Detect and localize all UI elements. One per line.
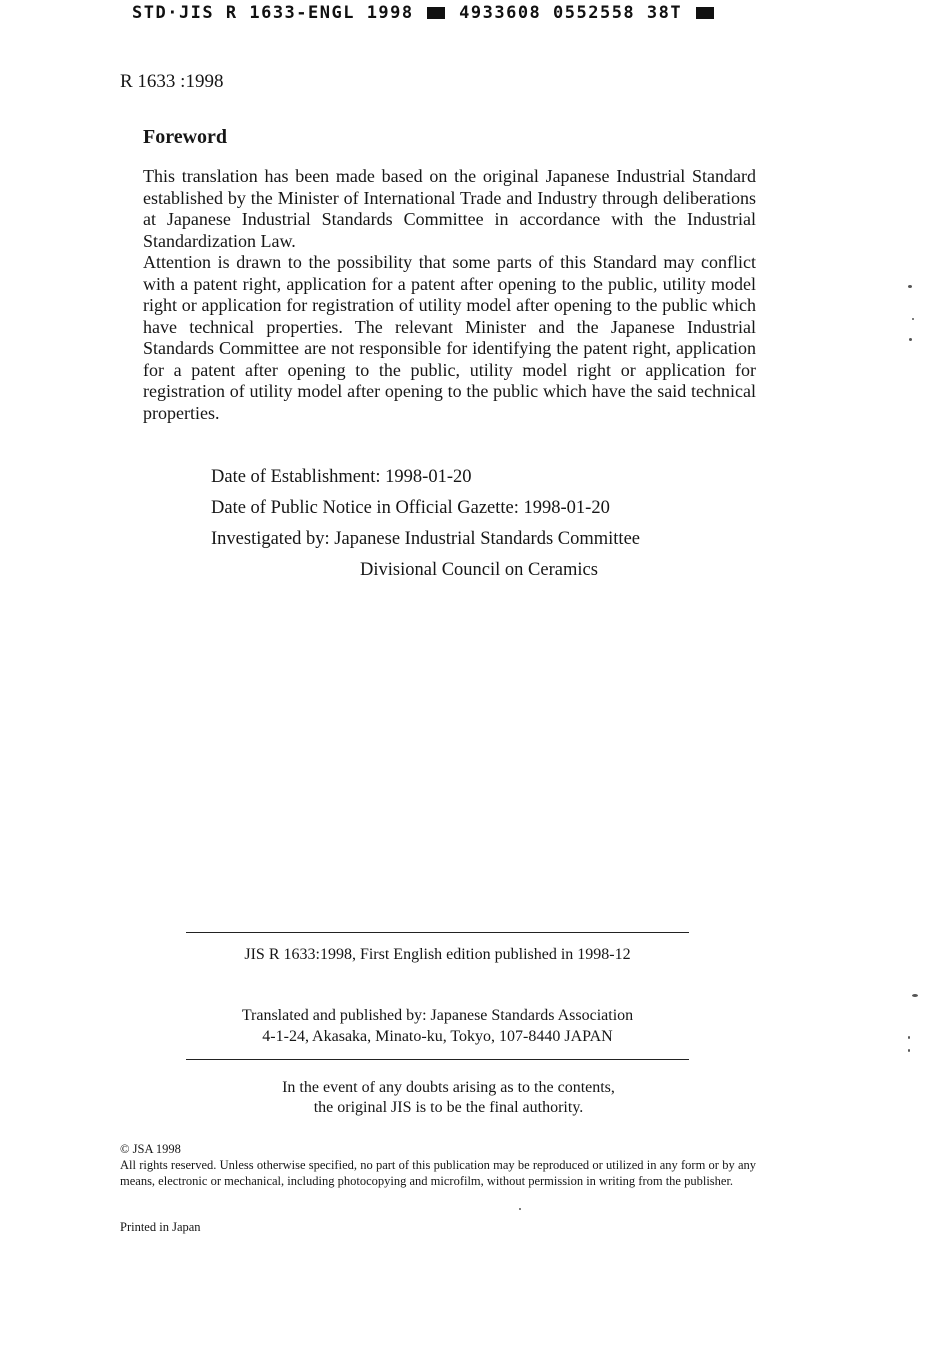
publisher-address: 4-1-24, Akasaka, Minato-ku, Tokyo, 107-8440 JAPAN <box>262 1028 613 1045</box>
public-notice-date: Date of Public Notice in Official Gazette: 1998-01-20 <box>211 498 610 518</box>
foreword-title: Foreword <box>143 126 228 148</box>
scan-speck <box>912 318 914 320</box>
barcode-block-icon <box>696 7 714 19</box>
scan-speck <box>908 285 912 288</box>
rights-statement: All rights reserved. Unless otherwise specified, no part of this publication may be reproduced or utilized in any form or by any means, electronic or mechanical, including photocopying and microfilm, without permission in writing from the publisher. <box>120 1158 756 1188</box>
divider-rule <box>186 932 689 933</box>
scan-speck <box>908 1049 910 1052</box>
printed-location: Printed in Japan <box>120 1220 201 1234</box>
foreword-body <box>143 166 756 424</box>
authority-note: the original JIS is to be the final authority. <box>313 1099 584 1116</box>
publisher-line: Translated and published by: Japanese Standards Association <box>241 1007 634 1024</box>
barcode-block-icon <box>427 7 445 19</box>
authority-note: In the event of any doubts arising as to the contents, <box>282 1079 615 1096</box>
standard-number: R 1633 :1998 <box>120 71 224 92</box>
scan-header-number: 4933608 0552558 38T <box>459 3 683 23</box>
investigated-by-council: Divisional Council on Ceramics <box>360 560 598 580</box>
foreword-paragraph: This translation has been made based on the original Japanese Industrial Standard established by the Minister of International Trade and Industry through deliberations at Japanese Industrial Standards Committee in accordance with the Industrial Standardization Law. <box>143 166 756 251</box>
scan-speck <box>912 994 918 997</box>
scan-speck <box>909 338 912 341</box>
divider-rule <box>186 1059 689 1060</box>
investigated-by: Investigated by: Japanese Industrial Standards Committee <box>211 529 640 549</box>
foreword-paragraph: Attention is drawn to the possibility that some parts of this Standard may conflict with a patent right, application for a patent after opening to the public, utility model right or application for registration of utility model after opening to the public which have technical properties. The relevant Minister and the Japanese Industrial Standards Committee are not responsible for identifying the patent right, application for a patent after opening to the public, utility model right or application for registration of utility model after opening to the public which have the said technical properties. <box>143 252 756 423</box>
edition-statement: JIS R 1633:1998, First English edition published in 1998-12 <box>244 946 631 963</box>
copyright-notice: © JSA 1998 <box>120 1142 181 1156</box>
scan-header <box>132 3 716 23</box>
scan-speck <box>519 1208 521 1210</box>
establishment-date: Date of Establishment: 1998-01-20 <box>211 467 472 487</box>
scan-speck <box>908 1036 910 1039</box>
scan-header-code: STD·JIS R 1633-ENGL 1998 <box>132 3 414 23</box>
